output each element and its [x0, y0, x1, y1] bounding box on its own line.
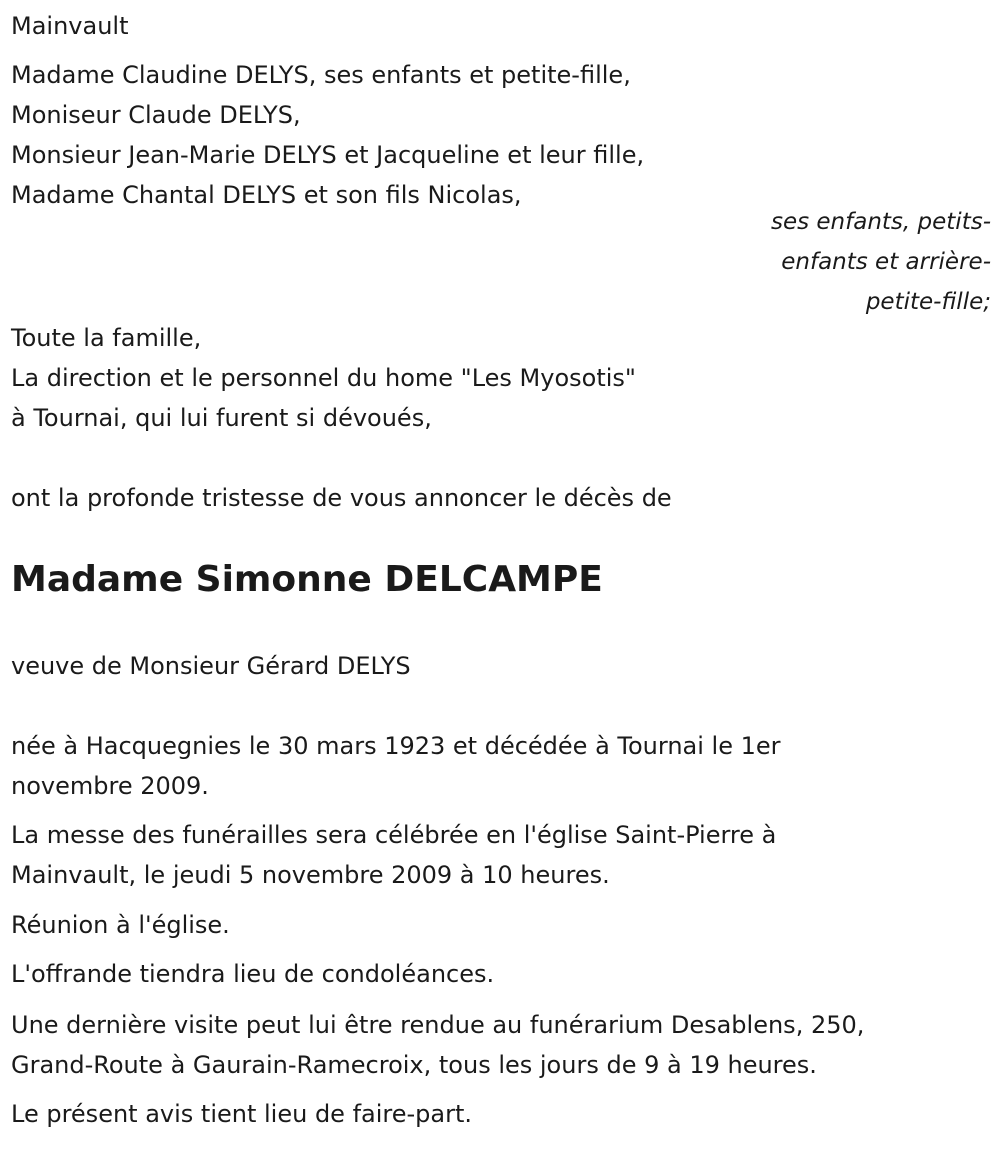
- family-member: Monsieur Jean-Marie DELYS et Jacqueline et leur fille,: [11, 141, 645, 169]
- visit-info: [11, 1005, 864, 1085]
- relation-line: enfants et arrière-: [781, 249, 991, 275]
- notice: Le présent avis tient lieu de faire-part.: [11, 1100, 473, 1128]
- relation-line: ses enfants, petits-: [770, 209, 991, 235]
- visit-line: Grand-Route à Gaurain-Ramecroix, tous les jours de 9 à 19 heures.: [11, 1051, 817, 1079]
- town-heading: Mainvault: [11, 12, 129, 40]
- family-member: Moniseur Claude DELYS,: [11, 101, 301, 129]
- funeral-line: La messe des funérailles sera célébrée en l'église Saint-Pierre à: [11, 821, 777, 849]
- family-member: Madame Claudine DELYS, ses enfants et petite-fille,: [11, 61, 631, 89]
- widow-of: veuve de Monsieur Gérard DELYS: [11, 652, 411, 680]
- deceased-name: Madame Simonne DELCAMPE: [11, 559, 603, 600]
- others-line: Toute la famille,: [11, 324, 202, 352]
- offering-info: L'offrande tiendra lieu de condoléances.: [11, 960, 495, 988]
- visit-line: Une dernière visite peut lui être rendue au funérarium Desablens, 250,: [11, 1011, 865, 1039]
- others-line: à Tournai, qui lui furent si dévoués,: [11, 404, 432, 432]
- family-member: Madame Chantal DELYS et son fils Nicolas,: [11, 181, 522, 209]
- relation-note: [731, 202, 991, 322]
- birth-death: [11, 726, 781, 806]
- others-line: La direction et le personnel du home "Les Myosotis": [11, 364, 636, 392]
- funeral-info: [11, 815, 776, 895]
- announcement: ont la profonde tristesse de vous annoncer le décès de: [11, 484, 672, 512]
- birth-death-line: née à Hacquegnies le 30 mars 1923 et décédée à Tournai le 1er: [11, 732, 781, 760]
- meeting-info: Réunion à l'église.: [11, 911, 230, 939]
- others-list: [11, 318, 636, 438]
- funeral-line: Mainvault, le jeudi 5 novembre 2009 à 10 heures.: [11, 861, 610, 889]
- relation-line: petite-fille;: [865, 289, 991, 315]
- birth-death-line: novembre 2009.: [11, 772, 209, 800]
- family-list: [11, 55, 644, 215]
